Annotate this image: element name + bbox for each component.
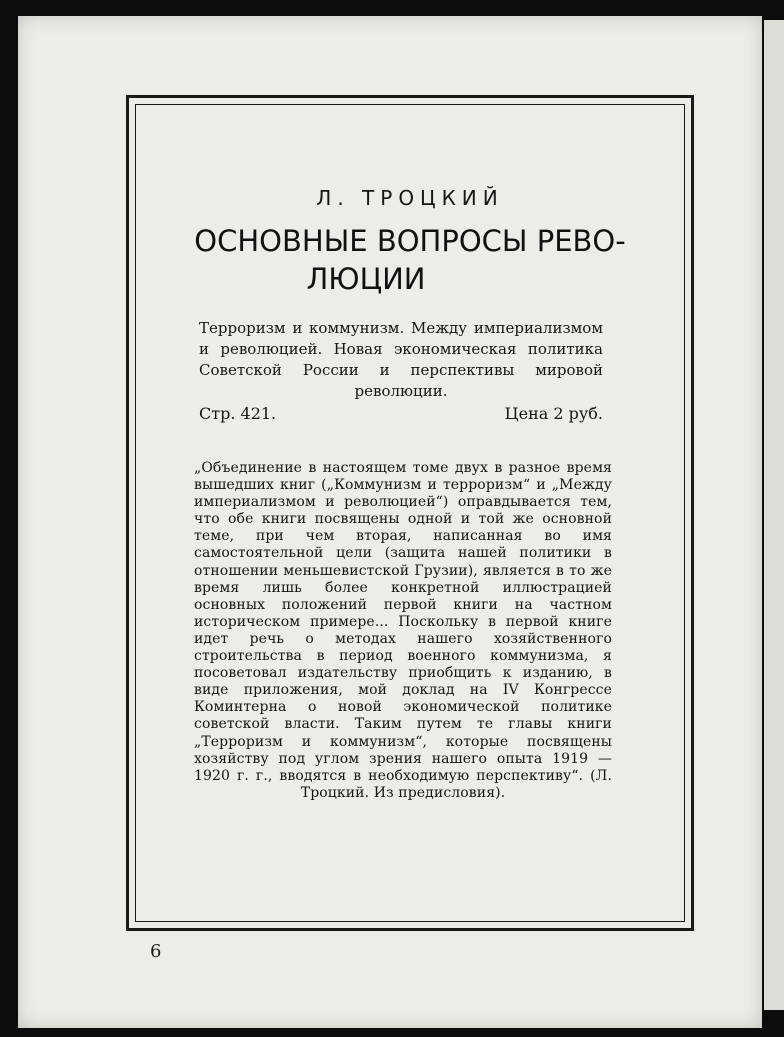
book-page: [18, 16, 762, 1028]
preface-quote: „Объединение в настоящем томе двух в разное время вышедших книг („Коммунизм и терроризм“ и „Между империализмом и революцией“) оправдывается тем, что обе книги посвящены одной и той же основной теме, при чем вторая, написанная во имя самостоятельной цели (защита нашей политики в отношении меньшевистской Грузии), является в то же время лишь более конкретной иллюстрацией основных положений первой книги на частном историческом примере... Поскольку в первой книге идет речь о методах нашего хозяйственного строительства в период военного коммунизма, я посоветовал издательству приобщить к изданию, в виде приложения, мой доклад на IV Конгрессе Коминтерна о новой экономической политике советской власти. Таким путем те главы книги „Терроризм и коммунизм“, которые посвящены хозяйству под углом зрения нашего опыта 1919 — 1920 г. г., вводятся в необходимую перспективу“. (Л. Троцкий. Из предисловия).: [194, 460, 612, 801]
book-title-line-2: ЛЮЦИИ: [306, 262, 426, 296]
book-subtitle: Терроризм и коммунизм. Между империализмом и революцией. Новая экономическая политика Советской России и перспективы мировой революции.: [199, 319, 603, 400]
book-title: [129, 222, 691, 298]
page-count: Стр. 421.: [199, 404, 277, 423]
book-author: Л. ТРОЦКИЙ: [316, 186, 504, 210]
page-number: 6: [150, 941, 162, 962]
advertisement-frame: [126, 95, 694, 931]
book-meta-row: [199, 404, 603, 423]
adjacent-page-edge: [764, 20, 784, 1010]
book-price: Цена 2 руб.: [504, 404, 603, 423]
book-title-line-1: ОСНОВНЫЕ ВОПРОСЫ РЕВО-: [194, 224, 626, 258]
